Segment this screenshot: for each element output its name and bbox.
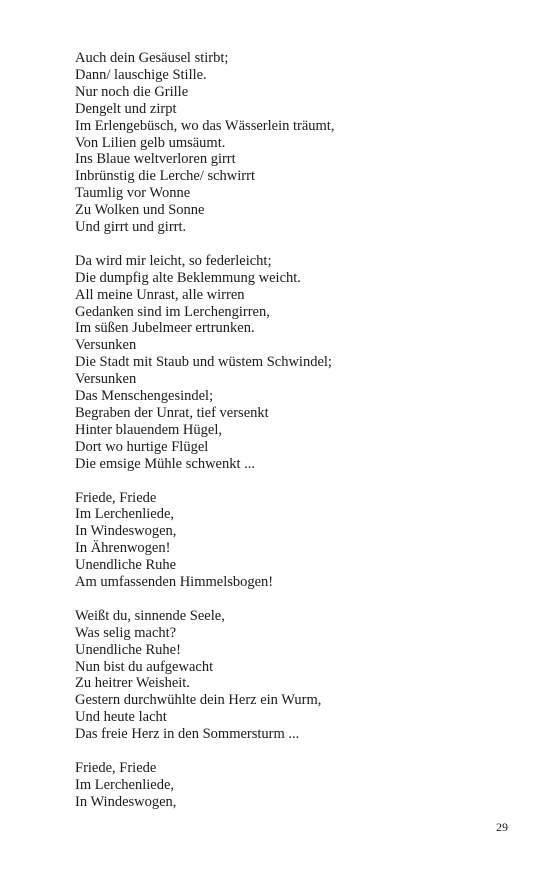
stanza [75, 608, 515, 743]
poem-line: Ins Blaue weltverloren girrt [75, 151, 236, 168]
poem-line: Inbrünstig die Lerche/ schwirrt [75, 168, 255, 185]
stanza [75, 253, 515, 473]
poem-line: In Windeswogen, [75, 793, 177, 810]
poem-text [75, 50, 515, 811]
poem-line: Da wird mir leicht, so federleicht; [75, 252, 272, 269]
poem-line: Im Lerchenliede, [75, 506, 175, 523]
poem-line: Friede, Friede [75, 489, 157, 506]
stanza [75, 760, 515, 811]
poem-line: Das freie Herz in den Sommersturm ... [75, 726, 300, 743]
poem-line: In Windeswogen, [75, 523, 177, 540]
poem-line: Was selig macht? [75, 624, 177, 641]
poem-line: Dengelt und zirpt [75, 100, 177, 117]
poem-line: Von Lilien gelb umsäumt. [75, 134, 226, 151]
poem-line: Gestern durchwühlte dein Herz ein Wurm, [75, 692, 322, 709]
poem-line: Dann/ lauschige Stille. [75, 66, 207, 83]
poem-line: Weißt du, sinnende Seele, [75, 607, 225, 624]
poem-line: Das Menschengesindel; [75, 388, 214, 405]
poem-line: Unendliche Ruhe [75, 557, 177, 574]
poem-line: Die Stadt mit Staub und wüstem Schwindel; [75, 354, 332, 371]
poem-line: Nun bist du aufgewacht [75, 658, 214, 675]
stanza [75, 490, 515, 591]
poem-line: Die emsige Mühle schwenkt ... [75, 455, 256, 472]
poem-line: Auch dein Gesäusel stirbt; [75, 50, 229, 66]
poem-line: Am umfassenden Himmelsbogen! [75, 574, 274, 591]
poem-line: Und girrt und girrt. [75, 219, 187, 236]
poem-line: Hinter blauendem Hügel, [75, 421, 222, 438]
poem-line: Friede, Friede [75, 760, 157, 776]
poem-line: In Ährenwogen! [75, 540, 171, 557]
poem-line: Taumlig vor Wonne [75, 185, 191, 202]
poem-line: Im Erlengebüsch, wo das Wässerlein träumt, [75, 117, 335, 134]
poem-line: Versunken [75, 371, 137, 388]
poem-line: Die dumpfig alte Beklemmung weicht. [75, 269, 301, 286]
poem-line: Und heute lacht [75, 709, 167, 726]
poem-line: Gedanken sind im Lerchengirren, [75, 303, 270, 320]
poem-line: Begraben der Unrat, tief versenkt [75, 405, 269, 422]
poem-line: Im Lerchenliede, [75, 776, 175, 793]
poem-line: Versunken [75, 337, 137, 354]
poem-line: Zu Wolken und Sonne [75, 202, 205, 219]
poem-line: Dort wo hurtige Flügel [75, 438, 209, 455]
poem-line: Zu heitrer Weisheit. [75, 675, 190, 692]
poem-line: All meine Unrast, alle wirren [75, 286, 245, 303]
poem-line: Unendliche Ruhe! [75, 641, 181, 658]
stanza [75, 50, 515, 236]
poem-line: Im süßen Jubelmeer ertrunken. [75, 320, 255, 337]
poem-line: Nur noch die Grille [75, 83, 189, 100]
page-number: 29 [496, 820, 508, 834]
